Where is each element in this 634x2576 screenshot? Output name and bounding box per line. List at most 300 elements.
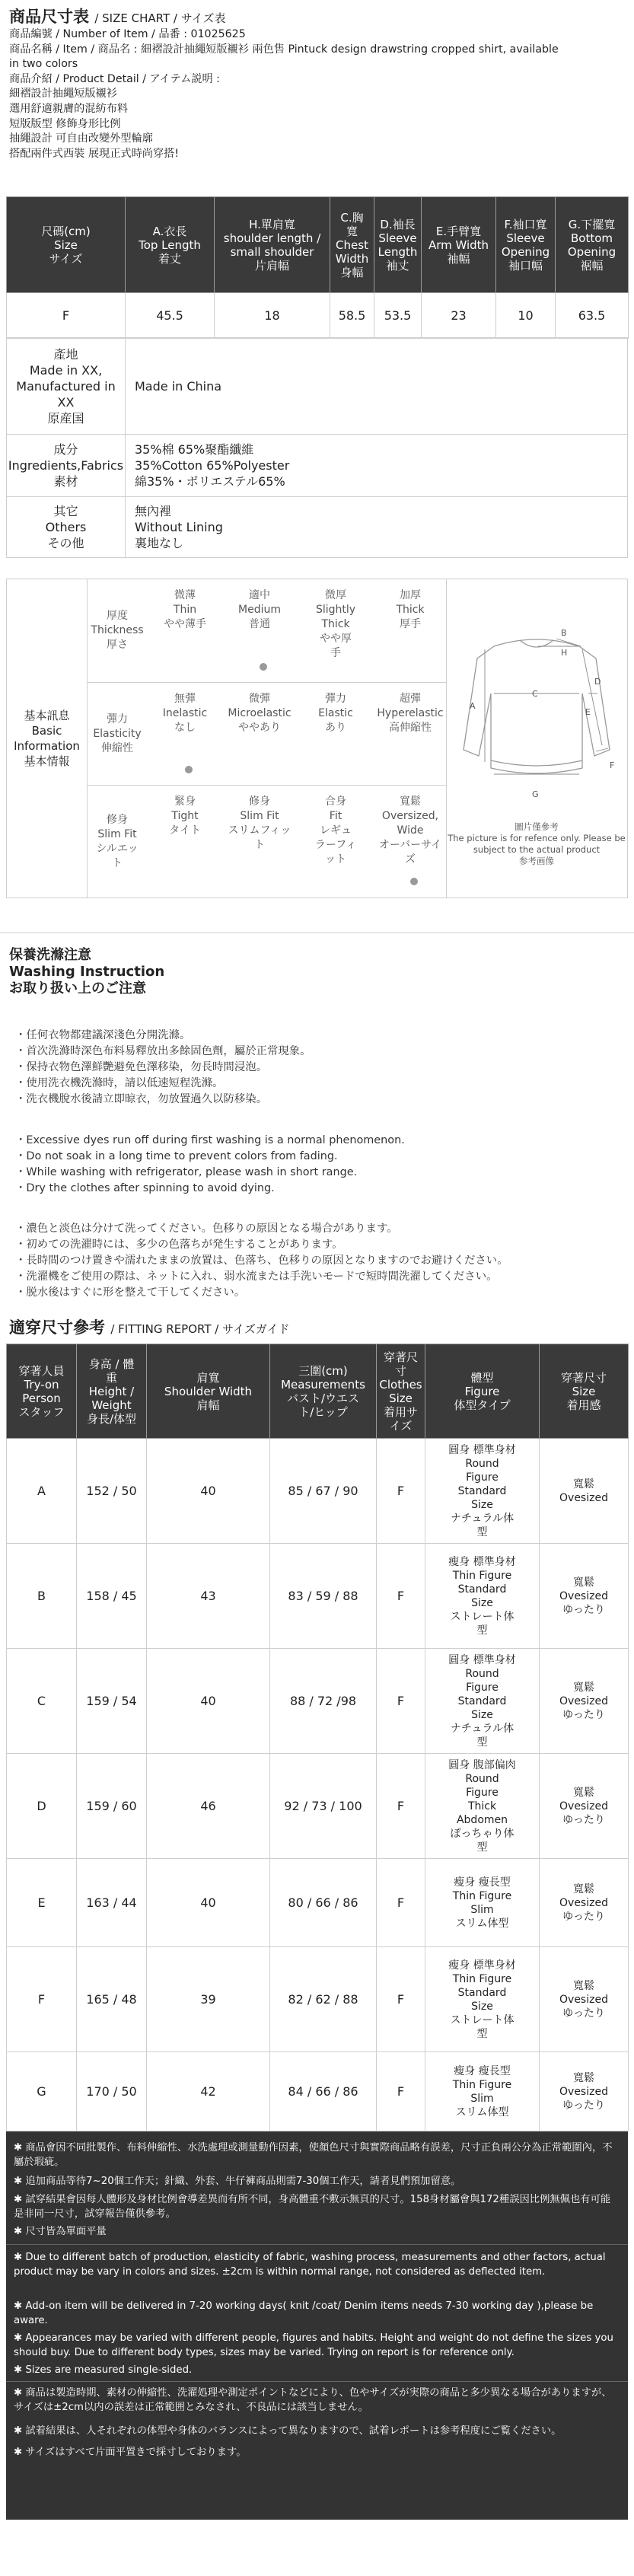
others-label-line: 其它 <box>53 504 78 518</box>
fitting-header-line: 三圍(cm) <box>298 1363 348 1378</box>
fitting-header-line: ト/ヒップ <box>298 1404 348 1419</box>
diagram-caption-line: The picture is for refence only. Please be <box>448 833 626 843</box>
fitting-shoulder-cell: 40 <box>147 1649 270 1754</box>
fabric-value <box>126 435 628 497</box>
fitting-header-line: Try-on <box>24 1377 59 1392</box>
washing-title-line: お取り扱い上のご注意 <box>9 980 146 996</box>
origin-label-line: Made in XX, <box>29 362 103 378</box>
note-en: ✱ Appearances may be varied with different people, figures and habits. Height and weight do not define the sizes you should buy. Due to different body types, sizes may be varied. Trying on report is for reference only. <box>14 2332 613 2358</box>
fitting-header-cell <box>77 1344 147 1439</box>
fitting-person-cell: F <box>7 1947 77 2052</box>
size-chart-table <box>6 196 629 339</box>
fit-option-line: 合身 <box>325 795 346 808</box>
thickness-option-line: 普通 <box>249 618 270 630</box>
elasticity-label-line: 伸縮性 <box>100 741 133 754</box>
others-label-line: その他 <box>47 536 84 550</box>
fit-label <box>88 786 147 897</box>
fitting-figure-line: ストレート体 <box>450 2013 515 2026</box>
washing-ja-line: ・初めての洗濯時には、多少の色落ちが発生することがあります。 <box>15 1239 343 1251</box>
elasticity-option-line: 彈力 <box>325 693 346 705</box>
fitting-header-line: 着用サ <box>383 1404 418 1419</box>
washing-title-line: Washing Instruction <box>9 964 165 980</box>
basic-label-line: 基本情報 <box>24 754 70 768</box>
fitting-fit-line: Ovesized <box>559 1694 608 1707</box>
product-detail-list <box>9 87 625 161</box>
fitting-figure-line: Size <box>471 2000 493 2013</box>
size-header-line: Chest <box>336 238 368 252</box>
size-header-line: Arm Width <box>428 238 489 252</box>
fitting-fit-cell <box>540 1947 629 2052</box>
fitting-table <box>6 1344 629 2131</box>
fitting-size-cell: F <box>377 1649 425 1754</box>
fitting-figure-line: Standard <box>457 1484 507 1497</box>
thickness-option-line: 微厚 <box>325 589 346 601</box>
fit-option-line: Slim Fit <box>240 810 279 822</box>
note-ja: ✱ サイズはすべて片面平置きで採寸しております。 <box>14 2447 247 2458</box>
fitting-figure-line: 圓身 標準身材 <box>448 1443 516 1456</box>
size-header-line: shoulder length / <box>223 231 321 245</box>
fitting-header-line: 穿著尺 <box>383 1350 418 1364</box>
product-detail-label: 商品介紹 / Product Detail / アイテム説明 : <box>9 72 220 85</box>
fitting-fit-cell <box>540 2052 629 2131</box>
fitting-figure-line: スリム体型 <box>455 1917 509 1930</box>
elasticity-option-line: 高伸縮性 <box>389 722 432 734</box>
fitting-size-cell: F <box>377 1544 425 1649</box>
basic-info-panel <box>6 579 628 898</box>
diagram-letter: G <box>532 789 539 799</box>
size-header-line: Size <box>54 238 78 252</box>
elasticity-option <box>222 692 297 735</box>
notes-panel <box>6 2131 628 2520</box>
fitting-header-line: スタッフ <box>18 1404 65 1419</box>
fitting-figure-line: 瘦身 標準身材 <box>448 1555 516 1568</box>
size-header-line: サイズ <box>49 251 83 266</box>
fitting-header-line: 體型 <box>470 1370 494 1385</box>
size-header-cell <box>496 197 556 293</box>
thickness-option <box>373 588 448 632</box>
others-value-line: 裏地なし <box>135 536 184 550</box>
others-label-line: Others <box>45 520 87 534</box>
fitting-figure-line: スリム体型 <box>455 2106 509 2119</box>
fitting-fit-cell <box>540 1544 629 1649</box>
fitting-header-cell <box>270 1344 377 1439</box>
thickness-option-line: 厚手 <box>400 618 421 630</box>
fit-option-line: ト <box>254 839 265 851</box>
washing-zh-line: ・使用洗衣機洗滌時，請以低速短程洗滌。 <box>15 1077 224 1089</box>
fitting-shoulder-cell: 42 <box>147 2052 270 2131</box>
fitting-figure-line: Size <box>471 1498 493 1511</box>
fabric-value-line: 35%棉 65%聚酯纖維 <box>135 442 254 457</box>
origin-label-line: 產地 <box>53 346 78 362</box>
elasticity-option-line: 超彈 <box>400 693 421 705</box>
origin-label-line: 原産国 <box>47 410 84 426</box>
size-cell: 45.5 <box>126 293 215 339</box>
thickness-label-line: Thickness <box>91 624 144 636</box>
fitting-person-cell: G <box>7 2052 77 2131</box>
fitting-meas-cell: 82 / 62 / 88 <box>270 1947 377 2052</box>
elasticity-option-line: Elastic <box>318 707 353 719</box>
fabric-value-line: 綿35%・ポリエステル65% <box>135 474 285 489</box>
fitting-fit-line: 寬鬆 <box>573 1478 594 1490</box>
fitting-header-line: 穿著尺寸 <box>560 1370 607 1385</box>
size-cell: 18 <box>215 293 330 339</box>
item-name-line2: in two colors <box>9 58 78 71</box>
diagram-letter: A <box>470 701 476 711</box>
fitting-header-line: Person <box>22 1391 61 1405</box>
fitting-figure-line: ぽっちゃり体 <box>450 1827 515 1840</box>
thickness-option-line: 微薄 <box>174 589 196 601</box>
fitting-figure-line: Standard <box>457 1694 507 1707</box>
note-zh: ✱ 商品會因不同批製作、布料伸縮性、水洗處理或測量動作因素，使顏色尺寸與實際商品略有誤差，尺寸正負兩公分為正常範圍內，不屬於瑕疵。 <box>14 2142 613 2168</box>
size-header-line: 裾幅 <box>580 258 604 273</box>
thickness-label-line: 厚度 <box>106 610 128 622</box>
fitting-figure-line: Size <box>471 1596 493 1609</box>
washing-en-line: ・While washing with refrigerator, please wash in short range. <box>15 1166 358 1178</box>
diagram-letter: E <box>585 707 591 717</box>
others-value-line: Without Lining <box>135 520 223 534</box>
garment-diagram <box>446 579 627 897</box>
product-detail-item: 選用舒適親膚的混紡布料 <box>9 102 129 115</box>
fitting-header-line: Figure <box>464 1384 500 1398</box>
fitting-size-cell: F <box>377 1754 425 1859</box>
fitting-figure-line: ナチュラル体 <box>450 1512 515 1525</box>
diagram-letter: B <box>561 628 567 638</box>
elasticity-option-line: 微彈 <box>249 693 270 705</box>
product-detail-item: 抽繩設計 可自由改變外型輪廓 <box>9 132 153 145</box>
table-row <box>7 1439 629 1544</box>
fitting-fit-line: ゆったり <box>562 2007 605 2020</box>
fit-option-line: Fit <box>329 810 342 822</box>
fit-option <box>148 795 222 838</box>
washing-zh-line: ・保持衣物色澤鮮艷避免色澤移染，勿長時間浸泡。 <box>15 1061 267 1073</box>
fitting-fit-cell <box>540 1754 629 1859</box>
fit-selected-dot <box>410 878 418 885</box>
thickness-option-line: Medium <box>238 604 281 616</box>
fitting-header-line: 寸 <box>394 1363 406 1378</box>
washing-ja-line: ・脱水後はすぐに形を整えて干してください。 <box>15 1286 246 1299</box>
size-header-line: Sleeve <box>378 231 417 245</box>
thickness-option <box>298 588 373 661</box>
elasticity-selected-dot <box>185 766 193 773</box>
fitting-fit-line: 寬鬆 <box>573 1681 594 1694</box>
elasticity-option-line: 無彈 <box>174 693 196 705</box>
elasticity-row <box>88 683 446 786</box>
note-ja: ✱ 試着結果は、人それぞれの体型や身体のバランスによって異なりますので、試着レポートは参考程度にご覧ください。 <box>14 2425 562 2437</box>
size-header-line: 身幅 <box>340 265 364 279</box>
size-cell: 53.5 <box>374 293 422 339</box>
fitting-header-cell <box>147 1344 270 1439</box>
size-header-cell <box>556 197 629 293</box>
washing-ja-line: ・長時間のつけ置きや濡れたままの放置は、色落ち、色移りの原因となりますのでお避けください。 <box>15 1255 508 1267</box>
note-en: ✱ Sizes are measured single-sided. <box>14 2364 193 2376</box>
fabric-value-line: 35%Cotton 65%Polyester <box>135 458 290 473</box>
fit-option-line: スリムフィッ <box>228 824 292 837</box>
elasticity-option-line: Hyperelastic <box>377 707 444 719</box>
origin-label <box>7 338 126 435</box>
fitting-header-line: Clothes <box>379 1377 422 1392</box>
fitting-figure-line: 型 <box>476 1624 488 1637</box>
fitting-figure-cell <box>425 2052 540 2131</box>
fitting-fit-line: ゆったり <box>562 1708 605 1721</box>
notes-divider <box>6 2244 628 2245</box>
size-header-line: F.袖口寬 <box>504 217 547 231</box>
size-header-line: 着丈 <box>158 251 181 266</box>
fitting-fit-line: 寬鬆 <box>573 1883 594 1895</box>
washing-ja-line: ・洗濯機をご使用の際は、ネットに入れ、弱水流または手洗いモードで短時間洗濯してください。 <box>15 1270 498 1283</box>
fitting-header-line: Measurements <box>281 1377 365 1392</box>
fitting-fit-line: Ovesized <box>559 1993 608 2006</box>
fitting-header-cell <box>377 1344 425 1439</box>
fit-option-line: 緊身 <box>174 795 196 808</box>
size-header-line: Top Length <box>139 238 201 252</box>
fitting-header-line: Shoulder Width <box>164 1384 253 1398</box>
fitting-figure-line: ナチュラル体 <box>450 1722 515 1735</box>
diagram-letter: D <box>594 677 601 687</box>
fitting-hw-cell: 159 / 60 <box>77 1754 147 1859</box>
others-value <box>126 497 628 558</box>
others-label <box>7 497 126 558</box>
fitting-hw-cell: 170 / 50 <box>77 2052 147 2131</box>
size-cell: F <box>7 293 126 339</box>
fit-label-line: 修身 <box>107 813 128 826</box>
fitting-header-line: 身長/体型 <box>86 1411 137 1426</box>
fit-option-line: 修身 <box>249 795 270 808</box>
basic-label-line: Information <box>14 739 80 753</box>
size-cell: 23 <box>422 293 496 339</box>
fitting-fit-line: Ovesized <box>559 1896 608 1909</box>
elasticity-option-line: あり <box>325 722 346 734</box>
fitting-figure-line: Thin Figure <box>452 1972 512 1985</box>
elasticity-option <box>298 692 373 735</box>
origin-value: Made in China <box>126 338 628 435</box>
origin-label-line: XX <box>57 394 75 410</box>
washing-ja <box>15 1221 508 1301</box>
fitting-header-line: Size <box>572 1384 596 1398</box>
size-header-line: Opening <box>501 244 550 259</box>
fitting-header-line: 肩寬 <box>196 1370 220 1385</box>
elasticity-option-line: ややあり <box>238 722 281 734</box>
elasticity-option <box>148 692 222 735</box>
fit-option-line: Tight <box>171 810 199 822</box>
fitting-fit-line: Ovesized <box>559 1800 608 1812</box>
fit-option-line: Wide <box>397 824 424 837</box>
washing-ja-line: ・濃色と淡色は分けて洗ってください。色移りの原因となる場合があります。 <box>15 1223 398 1235</box>
fitting-fit-line: ゆったり <box>562 2099 605 2112</box>
fitting-hw-cell: 159 / 54 <box>77 1649 147 1754</box>
thickness-option-line: 手 <box>330 647 341 659</box>
size-header-line: A.衣長 <box>152 224 187 238</box>
thickness-option <box>222 588 297 632</box>
fitting-figure-line: 圓身 腹部偏肉 <box>448 1758 516 1771</box>
size-header-line: Sleeve <box>506 231 545 245</box>
fitting-fit-line: ゆったり <box>562 1813 605 1826</box>
fitting-figure-line: Standard <box>457 1583 507 1596</box>
fitting-hw-cell: 152 / 50 <box>77 1439 147 1544</box>
size-header-line: 片肩幅 <box>254 258 289 273</box>
fitting-figure-line: 瘦身 標準身材 <box>448 1959 516 1972</box>
fitting-figure-line: 型 <box>476 1526 488 1538</box>
size-header-cell <box>422 197 496 293</box>
elasticity-label-line: 彈力 <box>106 713 128 725</box>
washing-title-line: 保養洗滌注意 <box>9 947 91 963</box>
fitting-size-cell: F <box>377 1859 425 1947</box>
fitting-hw-cell: 165 / 48 <box>77 1947 147 2052</box>
origin-label-line: Manufactured in <box>16 378 116 394</box>
fitting-meas-cell: 88 / 72 /98 <box>270 1649 377 1754</box>
fitting-figure-line: Round <box>465 1667 499 1680</box>
fitting-figure-cell <box>425 1544 540 1649</box>
fit-option <box>298 795 373 867</box>
fitting-figure-line: Thin Figure <box>452 2078 512 2091</box>
thickness-option-line: Thick <box>321 618 350 630</box>
header <box>0 5 634 161</box>
fitting-figure-line: Round <box>465 1457 499 1470</box>
fitting-figure-line: 型 <box>476 1736 488 1749</box>
fitting-figure-line: Standard <box>457 1986 507 1999</box>
fabric-label-line: 成分 <box>53 442 78 457</box>
notes-divider <box>6 2381 628 2382</box>
fitting-hw-cell: 158 / 45 <box>77 1544 147 1649</box>
fitting-fit-cell <box>540 1649 629 1754</box>
washing-en <box>15 1133 405 1197</box>
table-row <box>7 1859 629 1947</box>
thickness-label <box>88 579 147 682</box>
note-en: ✱ Add-on item will be delivered in 7-20 working days( knit /coat/ Denim items needs 7-30 working day ),please be aware. <box>14 2300 594 2326</box>
fitting-header-line: 穿著人員 <box>18 1363 65 1378</box>
fitting-figure-cell <box>425 1947 540 2052</box>
fitting-fit-line: Ovesized <box>559 2085 608 2098</box>
washing-section <box>0 933 634 1314</box>
basic-label-line: 基本訊息 <box>24 709 70 722</box>
item-number: 商品編號 / Number of Item / 品番 : 01025625 <box>9 28 246 40</box>
size-header-line: G.下擺寬 <box>568 217 616 231</box>
size-header-line: 袖幅 <box>447 251 470 266</box>
fitting-meas-cell: 92 / 73 / 100 <box>270 1754 377 1859</box>
note-en: ✱ Due to different batch of production, elasticity of fabric, washing process, measurements and other factors, actual product may be vary in colors and sizes. ±2cm is within normal range, not considered as deflected item. <box>14 2252 606 2278</box>
fitting-figure-line: Thick <box>467 1800 497 1812</box>
fitting-figure-cell <box>425 1859 540 1947</box>
size-header-cell <box>215 197 330 293</box>
fitting-figure-line: Abdomen <box>456 1813 508 1826</box>
fitting-shoulder-cell: 39 <box>147 1947 270 2052</box>
fitting-size-cell: F <box>377 1439 425 1544</box>
fitting-figure-line: Figure <box>466 1471 499 1484</box>
fitting-meas-cell: 83 / 59 / 88 <box>270 1544 377 1649</box>
elasticity-option <box>373 692 448 735</box>
fitting-figure-line: Size <box>471 1708 493 1721</box>
note-zh: ✱ 尺寸皆為單面平量 <box>14 2226 107 2237</box>
washing-en-line: ・Do not soak in a long time to prevent colors from fading. <box>15 1150 338 1162</box>
fitting-fit-cell <box>540 1859 629 1947</box>
fabric-label-line: Ingredients,Fabrics <box>8 458 124 473</box>
size-header-line: Width <box>335 251 369 266</box>
thickness-option-line: 加厚 <box>400 589 421 601</box>
size-header-line: 袖丈 <box>386 258 409 273</box>
fitting-header-line: 体型タイプ <box>454 1398 511 1412</box>
fitting-size-cell: F <box>377 1947 425 2052</box>
thickness-label-line: 厚さ <box>106 639 128 651</box>
size-header-line: H.單肩寬 <box>249 217 295 231</box>
fitting-fit-line: 寬鬆 <box>573 1786 594 1799</box>
fitting-figure-line: ストレート体 <box>450 1610 515 1623</box>
size-header-line: 寬 <box>346 224 358 238</box>
fitting-figure-cell <box>425 1649 540 1754</box>
fit-option-line: 寬鬆 <box>400 795 421 808</box>
diagram-caption-line: subject to the actual product <box>473 844 601 855</box>
fitting-shoulder-cell: 40 <box>147 1439 270 1544</box>
washing-en-line: ・Dry the clothes after spinning to avoid dying. <box>15 1182 275 1194</box>
fitting-header-line: 肩幅 <box>196 1398 220 1412</box>
size-header-cell <box>126 197 215 293</box>
fabric-label <box>7 435 126 497</box>
size-header-line: small shoulder <box>230 244 314 259</box>
fitting-meas-cell: 84 / 66 / 86 <box>270 2052 377 2131</box>
washing-zh-line: ・任何衣物都建議深淺色分開洗滌。 <box>15 1029 191 1041</box>
fit-option-line: ラーフィ <box>314 839 357 851</box>
fitting-figure-line: Figure <box>466 1786 499 1799</box>
fitting-fit-line: ゆったり <box>562 1603 605 1616</box>
thickness-option-line: Thin <box>173 604 197 616</box>
fit-option-line: タイト <box>169 824 201 837</box>
washing-zh-line: ・首次洗滌時深色布料易釋放出多餘固色劑，屬於正常現象。 <box>15 1045 311 1057</box>
diagram-letter: H <box>561 648 568 658</box>
fitting-header-line: 身高 / 體 <box>88 1357 135 1371</box>
diagram-caption-line: 圖片僅參考 <box>515 821 559 832</box>
fitting-figure-line: Round <box>465 1772 499 1785</box>
thickness-option-line: Thick <box>396 604 425 616</box>
others-value-line: 無內裡 <box>135 504 172 518</box>
washing-title <box>9 947 164 997</box>
fitting-header-line: バスト/ウエス <box>286 1391 360 1405</box>
thickness-option-line: Slightly <box>315 604 356 616</box>
product-detail-item: 短版版型 修飾身形比例 <box>9 117 121 130</box>
table-row <box>7 1947 629 2052</box>
size-header-line: E.手臂寬 <box>435 224 482 238</box>
note-ja: ✱ 商品は製造時期、素材の伸縮性、洗濯処理や測定ポイントなどにより、色やサイズが実際の商品と多少異なる場合がありますが、サイズは±2cm以内の誤差は正常範囲とみなされ、不良品には該当しません。 <box>14 2387 612 2413</box>
table-row <box>7 1754 629 1859</box>
diagram-letter: C <box>532 689 538 699</box>
fitting-fit-line: 寬鬆 <box>573 1979 594 1992</box>
thickness-option-line: 適中 <box>249 589 270 601</box>
table-row <box>7 1649 629 1754</box>
fitting-figure-line: Figure <box>466 1681 499 1694</box>
fitting-shoulder-cell: 46 <box>147 1754 270 1859</box>
fitting-shoulder-cell: 43 <box>147 1544 270 1649</box>
fit-option-line: オーバーサイ <box>378 839 442 851</box>
fitting-shoulder-cell: 40 <box>147 1859 270 1947</box>
fitting-header-line: 着用感 <box>566 1398 601 1412</box>
table-row <box>7 293 629 339</box>
fitting-header-line: Height / <box>88 1384 135 1398</box>
fitting-figure-cell <box>425 1754 540 1859</box>
size-header-line: Bottom <box>570 231 613 245</box>
fitting-header-line: Size <box>389 1391 413 1405</box>
fitting-person-cell: D <box>7 1754 77 1859</box>
size-header-line: 袖口幅 <box>508 258 543 273</box>
fitting-header-cell <box>540 1344 629 1439</box>
basic-label-line: Basic <box>31 724 62 738</box>
size-header-cell <box>7 197 126 293</box>
fitting-header-line: イズ <box>389 1418 413 1433</box>
fitting-figure-line: Thin Figure <box>452 1889 512 1902</box>
elasticity-option-line: Microelastic <box>228 707 292 719</box>
fitting-figure-line: 圓身 標準身材 <box>448 1653 516 1666</box>
thickness-option-line: やや厚 <box>320 633 352 645</box>
fit-option-line: ズ <box>405 853 416 866</box>
fitting-person-cell: A <box>7 1439 77 1544</box>
size-cell: 58.5 <box>330 293 374 339</box>
fitting-size-cell: F <box>377 2052 425 2131</box>
